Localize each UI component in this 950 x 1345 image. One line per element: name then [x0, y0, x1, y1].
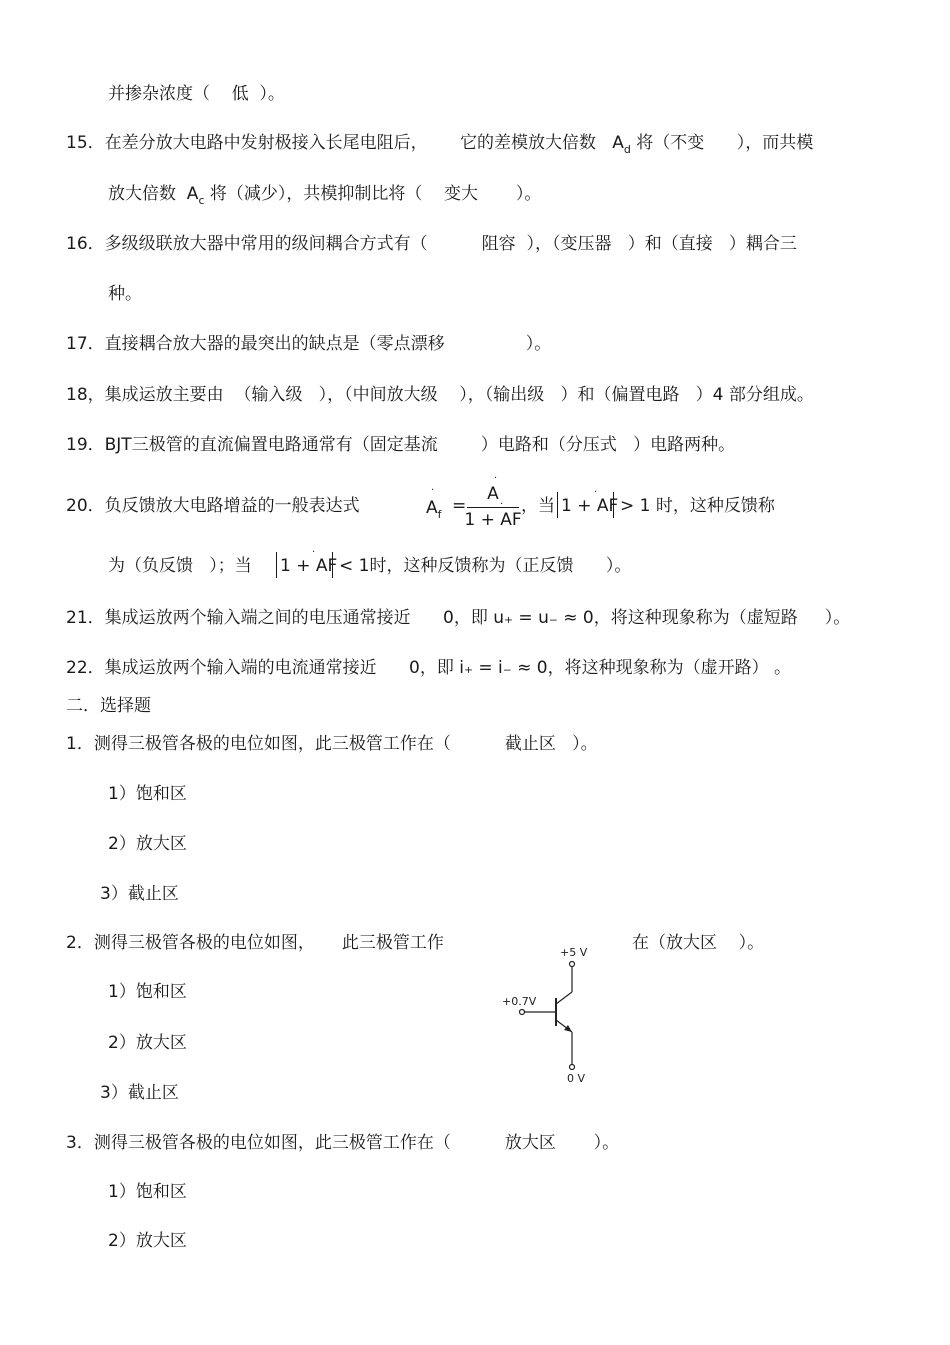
line-text: 2．测得三极管各极的电位如图， 此三极管工作: [66, 933, 444, 953]
line-text: 19．BJT三极管的直流偏置电路通常有（固定基流 ）电路和（分压式 ）电路两种。: [66, 435, 736, 455]
question-2-option-3: [100, 1081, 179, 1105]
fraction-bar: [467, 507, 519, 508]
question-1-option-1: [108, 782, 187, 806]
formula-equals: =: [452, 496, 467, 516]
line-text: 2）放大区: [108, 1033, 187, 1053]
abs-bar-right: [613, 492, 614, 518]
item-19: [66, 433, 735, 457]
question-3-option-2: [108, 1229, 187, 1253]
line-text: 3．测得三极管各极的电位如图，此三极管工作在（ 放大区 ）。: [66, 1133, 620, 1153]
line-text: 为（负反馈 ）；当: [108, 556, 252, 576]
question-3-option-1: [108, 1180, 187, 1204]
line-text: 将（不变 ），而共模: [630, 133, 814, 153]
item-16-line1: [66, 232, 797, 256]
item-21: [66, 606, 850, 630]
base-voltage-label: +0.7V: [502, 995, 537, 1008]
formula-abs-content: 1 + AF: [561, 496, 619, 516]
line-text: > 1 时，这种反馈称: [620, 496, 775, 516]
line-text: 将（减少），共模抑制比将（ 变大 ）。: [204, 184, 542, 204]
formula-abs-content: 1 + AF: [280, 556, 338, 576]
item-22: [66, 656, 791, 680]
collector-voltage-label: +5 V: [560, 946, 588, 959]
formula-af: $A_f$: [426, 498, 442, 521]
line-text: 21．集成运放两个输入端之间的电压通常接近 0，即 u₊ = u₋ ≈ 0，将这种现象称为（虚短路 ）。: [66, 608, 851, 628]
line-text: ，当: [521, 496, 555, 516]
line-text: 2）放大区: [108, 1231, 187, 1251]
line-text: 20．负反馈放大电路增益的一般表达式: [66, 496, 360, 516]
line-text: 1．测得三极管各极的电位如图，此三极管工作在（ 截止区 ）。: [66, 734, 598, 754]
abs-bar-right: [332, 552, 333, 578]
transistor-circuit-diagram: [490, 940, 600, 1090]
line-text: 并掺杂浓度（ 低 ）。: [108, 84, 285, 104]
item-18: [66, 383, 814, 407]
line-text: < 1时，这种反馈称为（正反馈 ）。: [339, 556, 632, 576]
section-heading: [66, 694, 151, 718]
line-text: 1）饱和区: [108, 1182, 187, 1202]
item-16-line2: [108, 282, 142, 306]
line-text: 3）截止区: [100, 1083, 179, 1103]
line-text: 22．集成运放两个输入端的电流通常接近 0，即 i₊ = i₋ ≈ 0，将这种现象称为（虚开路） 。: [66, 658, 791, 678]
line-text: 1）饱和区: [108, 982, 187, 1002]
line-text: 16．多级级联放大器中常用的级间耦合方式有（ 阻容 ），（变压器 ）和（直接 ）耦合三: [66, 234, 797, 254]
line-text: 放大倍数 A: [108, 184, 199, 204]
line-text: 3）截止区: [100, 884, 179, 904]
item-20-line1: [66, 494, 360, 518]
emitter-voltage-label: 0 V: [567, 1072, 586, 1085]
line-text: 17．直接耦合放大器的最突出的缺点是（零点漂移 ）。: [66, 334, 552, 354]
subscript: d: [623, 143, 631, 156]
formula-numerator: A: [487, 484, 499, 504]
line-text: 1）饱和区: [108, 784, 187, 804]
question-2-option-2: [108, 1031, 187, 1055]
question-2-tail: [632, 931, 764, 955]
question-2: [66, 931, 444, 955]
question-3: [66, 1131, 619, 1155]
line-text: 2）放大区: [108, 834, 187, 854]
item-15-line1: [66, 131, 813, 157]
line-text: 18，集成运放主要由 （输入级 ），（中间放大级 ），（输出级 ）和（偏置电路 ）4 部分组成。: [66, 385, 814, 405]
line-text: 种。: [108, 284, 142, 304]
line-text: 15．在差分放大电路中发射极接入长尾电阻后， 它的差模放大倍数 A: [66, 133, 624, 153]
item-20-line2: [108, 554, 252, 578]
question-1: [66, 732, 598, 756]
question-1-option-2: [108, 832, 187, 856]
item-17: [66, 332, 551, 356]
text-line: [108, 82, 285, 106]
question-1-option-3: [100, 882, 179, 906]
abs-bar-left: [557, 492, 558, 518]
question-2-option-1: [108, 980, 187, 1004]
subscript: c: [198, 194, 205, 207]
line-text: 二．选择题: [66, 696, 151, 716]
item-15-line2: [108, 182, 541, 208]
abs-bar-left: [276, 552, 277, 578]
line-text: 在（放大区 ）。: [632, 933, 765, 953]
formula-denominator: 1 + AF: [464, 510, 522, 530]
